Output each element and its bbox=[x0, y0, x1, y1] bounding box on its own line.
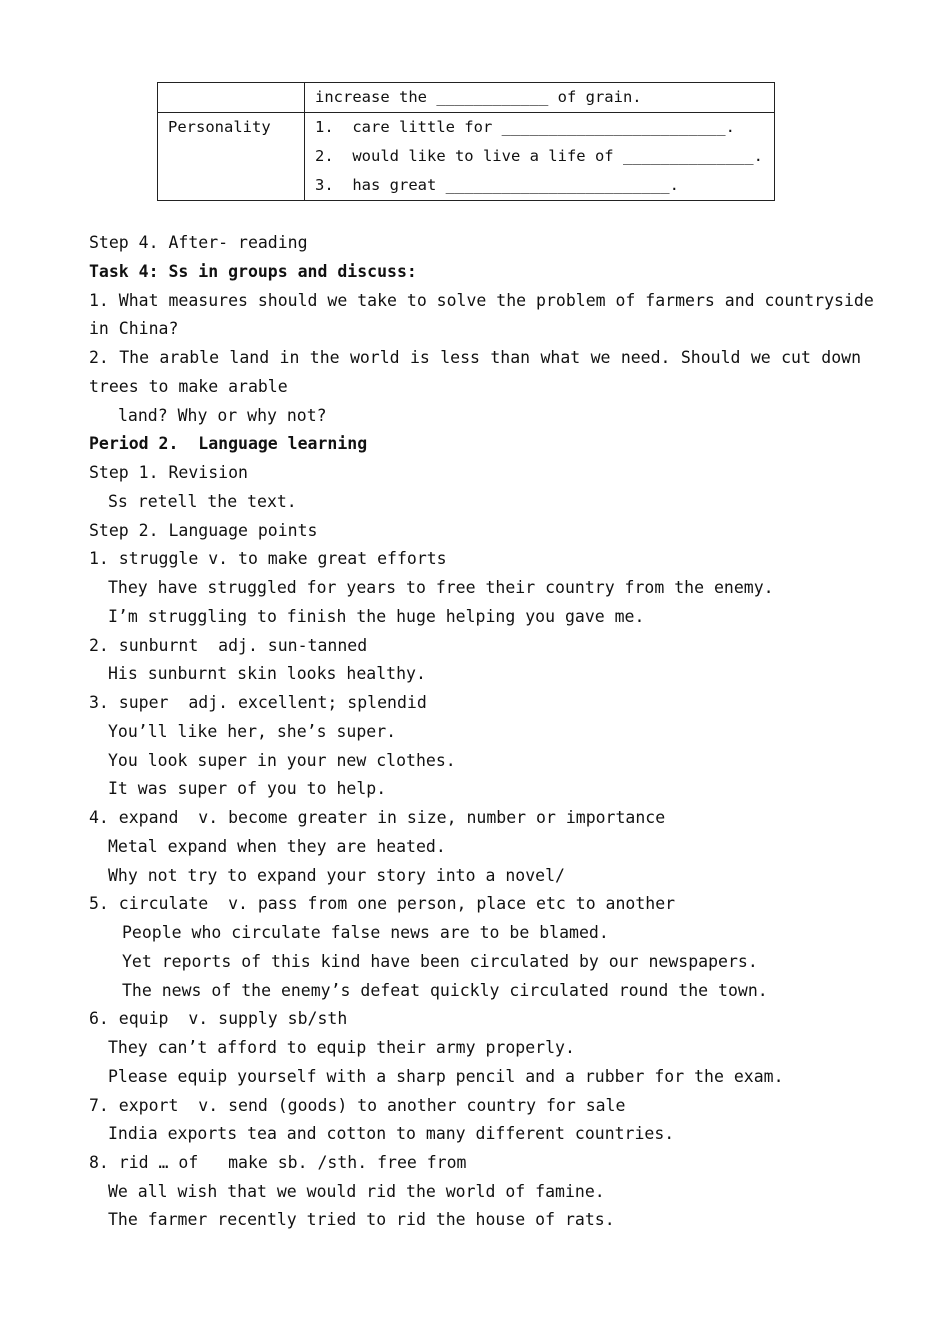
example-sentence: Metal expand when they are heated. bbox=[108, 837, 446, 856]
example-sentence: The news of the enemy’s defeat quickly circulated round the town. bbox=[122, 981, 768, 1000]
table-line: 2. would like to live a life of ______________. bbox=[315, 147, 763, 165]
example-sentence: I’m struggling to finish the huge helping you gave me. bbox=[108, 607, 645, 626]
vocab-item: 6. equip v. supply sb/sth bbox=[89, 1009, 348, 1028]
example-sentence: We all wish that we would rid the world of famine. bbox=[108, 1182, 605, 1201]
example-sentence: You look super in your new clothes. bbox=[108, 751, 456, 770]
table-line: increase the ____________ of grain. bbox=[315, 88, 642, 106]
example-sentence: They can’t afford to equip their army properly. bbox=[108, 1038, 575, 1057]
task-heading: Task 4: Ss in groups and discuss: bbox=[89, 262, 417, 281]
step-heading: Step 4. After- reading bbox=[89, 233, 308, 252]
table-cell-label bbox=[158, 113, 305, 201]
example-sentence: They have struggled for years to free their country from the enemy. bbox=[108, 578, 774, 597]
vocab-item: 5. circulate v. pass from one person, place etc to another bbox=[89, 894, 676, 913]
vocab-item: 8. rid … of make sb. /sth. free from bbox=[89, 1153, 467, 1172]
personality-label: Personality bbox=[168, 118, 271, 136]
question-text: land? Why or why not? bbox=[118, 406, 327, 425]
step-heading: Step 2. Language points bbox=[89, 521, 318, 540]
vocab-item: 3. super adj. excellent; splendid bbox=[89, 693, 427, 712]
example-sentence: Yet reports of this kind have been circulated by our newspapers. bbox=[122, 952, 758, 971]
table-row bbox=[158, 83, 775, 113]
example-sentence: It was super of you to help. bbox=[108, 779, 387, 798]
table-line: 3. has great ________________________. bbox=[315, 176, 679, 194]
vocab-item: 1. struggle v. to make great efforts bbox=[89, 549, 447, 568]
example-sentence: Why not try to expand your story into a novel/ bbox=[108, 866, 565, 885]
example-sentence: Please equip yourself with a sharp pencil and a rubber for the exam. bbox=[108, 1067, 784, 1086]
table-cell-content bbox=[305, 113, 775, 201]
period-heading: Period 2. Language learning bbox=[89, 434, 368, 453]
question-text: in China? bbox=[89, 319, 179, 338]
table-cell-content bbox=[305, 83, 775, 113]
table-line: 1. care little for ________________________. bbox=[315, 118, 735, 136]
question-text: 2. The arable land in the world is less than what we need. Should we cut down bbox=[89, 348, 861, 367]
table-row bbox=[158, 113, 775, 201]
table-cell-label bbox=[158, 83, 305, 113]
step-heading: Step 1. Revision bbox=[89, 463, 248, 482]
example-sentence: People who circulate false news are to be blamed. bbox=[122, 923, 609, 942]
personality-table bbox=[157, 82, 775, 201]
example-sentence: India exports tea and cotton to many different countries. bbox=[108, 1124, 675, 1143]
body-text: Ss retell the text. bbox=[108, 492, 297, 511]
vocab-item: 2. sunburnt adj. sun-tanned bbox=[89, 636, 368, 655]
example-sentence: His sunburnt skin looks healthy. bbox=[108, 664, 426, 683]
example-sentence: The farmer recently tried to rid the house of rats. bbox=[108, 1210, 615, 1229]
example-sentence: You’ll like her, she’s super. bbox=[108, 722, 397, 741]
question-text: trees to make arable bbox=[89, 377, 288, 396]
vocab-item: 4. expand v. become greater in size, number or importance bbox=[89, 808, 666, 827]
question-text: 1. What measures should we take to solve the problem of farmers and countryside bbox=[89, 291, 874, 310]
vocab-item: 7. export v. send (goods) to another country for sale bbox=[89, 1096, 626, 1115]
